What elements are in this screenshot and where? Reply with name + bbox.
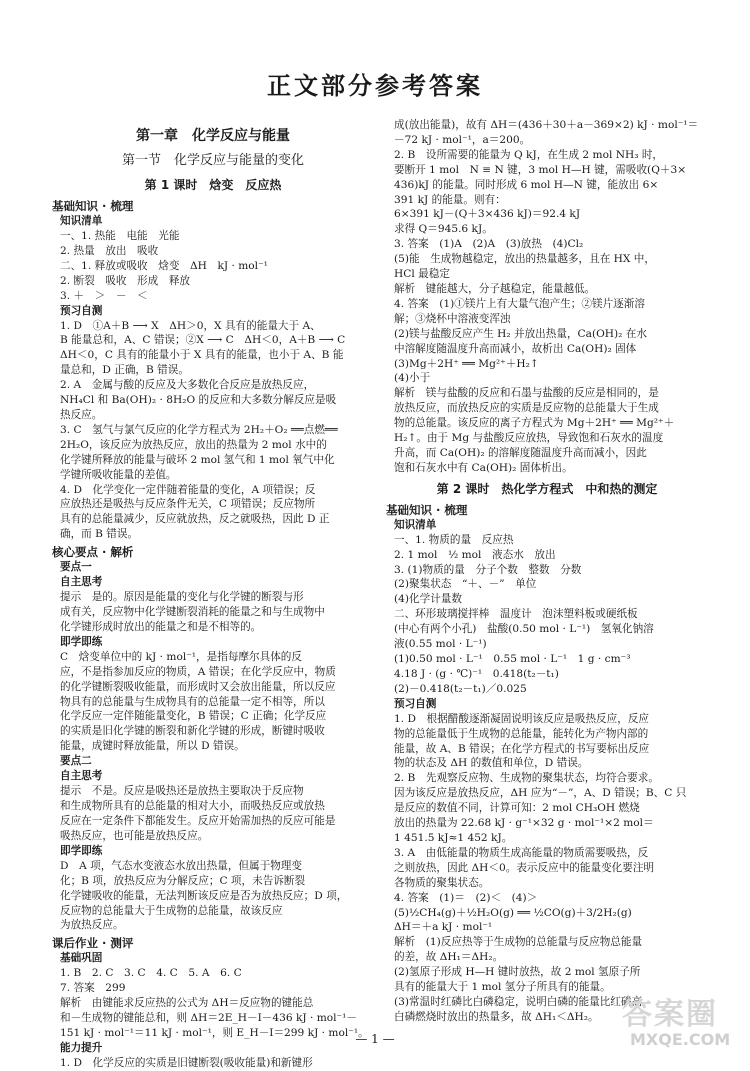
sub-heading: 知识清单 (60, 215, 103, 227)
text-line: 3. ＋ ＞ － ＜ (60, 289, 148, 302)
text-line: 391 kJ 的能量。则有： (394, 193, 506, 206)
text-line: 放热反应，而放热反应的实质是反应物的总能量大于生成 (394, 402, 659, 415)
text-line: 3. A 由低能量的物质生成高能量的物质需要吸热，反 (394, 846, 649, 859)
text-line: 各物质的聚集状态。 (394, 876, 490, 889)
left-column (52, 118, 374, 1071)
text-line: 1 451.5 kJ≈1 452 kJ。 (394, 831, 513, 844)
part-heading: 课后作业 · 测评 (52, 936, 134, 951)
text-line: 6×391 kJ－(Q＋3×436 kJ)＝92.4 kJ (394, 208, 581, 221)
section-heading: 第一节 化学反应与能量的变化 (121, 153, 304, 168)
text-line: 应放热还是吸热与反应条件无关，C 项错误；反应物所 (60, 498, 316, 511)
chapter-heading: 第一章 化学反应与能量 (136, 128, 290, 144)
part-heading: 核心要点 · 解析 (52, 545, 134, 560)
sub-heading: 要点一 (60, 561, 92, 574)
text-line: 436)kJ 的能量。同时形成 6 mol H—N 键，能放出 6× (394, 178, 659, 191)
text-line: 液(0.55 mol · L⁻¹) (394, 638, 487, 651)
text-line: 的化学键断裂吸收能量，而形成时又会放出能量，所以反应 (60, 680, 336, 693)
sub-heading: 即学即练 (60, 844, 103, 857)
text-line: 升高，而 Ca(OH)₂ 的溶解度随温度升高而减小，因此 (394, 446, 647, 459)
text-line: 量总和，D 正确，B 错误。 (60, 364, 189, 377)
text-line: 和－生成物的键能总和，则 ΔH＝2E_H－I－436 kJ · mol⁻¹－ (60, 1012, 357, 1025)
text-line: (2)－0.418(t₂－t₁)／0.025 (394, 682, 527, 695)
text-line: 热反应。 (60, 408, 103, 421)
watermark-logo (622, 999, 742, 1053)
text-line: (1)0.50 mol · L⁻¹ 0.55 mol · L⁻¹ 1 g · cm⁻³ (394, 653, 631, 665)
part-heading: 基础知识 · 梳理 (52, 199, 134, 213)
text-line: 应，不是指参加反应的物质，A 错误；在化学反应中，物质 (60, 665, 336, 678)
text-line: ΔH＝＋a kJ · mol⁻¹ (394, 921, 493, 934)
text-line: 和生成物所具有的总能量的相对大小，而吸热反应或放热 (60, 800, 325, 813)
watermark-text: 答案圈 (622, 997, 718, 1032)
text-line: (4)化学计量数 (394, 593, 462, 606)
text-line: 解析 由键能求反应热的公式为 ΔH＝反应物的键能总 (60, 997, 314, 1010)
text-line: 求得 Q＝945.6 kJ。 (394, 223, 493, 236)
text-line: 7. 答案 299 (60, 982, 126, 995)
text-line: 解析 (1)反应热等于生成物的总能量与反应物总能量 (394, 936, 643, 949)
text-line: 提示 不是。反应是吸热还是放热主要取决于反应物 (60, 785, 304, 798)
text-line: B 能量总和，A、C 错误；②X ⟶ C ΔH＜0，A＋B ⟶ C (60, 334, 346, 347)
text-line: 4.18 J · (g · ℃)⁻¹ 0.418(t₂－t₁) (394, 667, 559, 680)
text-line: (中心有两个小孔) 盐酸(0.50 mol · L⁻¹) 氢氧化钠溶 (394, 623, 654, 636)
text-line: 二、1. 释放或吸收 焓变 ΔH kJ · mol⁻¹ (60, 259, 268, 272)
text-line: 解；③烧杯中溶液变浑浊 (394, 312, 511, 325)
text-line: 的差，故 ΔH₁＝ΔH₂。 (394, 951, 504, 964)
text-line: 反应物的总能量大于生成物的总能量，故该反应 (60, 904, 283, 917)
sub-heading: 自主思考 (60, 576, 103, 589)
text-line: 能量，成键时释放能量，所以 D 错误。 (60, 740, 245, 753)
text-line: 2. A 金属与酸的反应及大多数化合反应是放热反应， (60, 379, 315, 392)
text-line: 提示 是的。原因是能量的变化与化学键的断裂与形 (60, 591, 304, 604)
text-line: 一、1. 热能 电能 光能 (60, 230, 180, 242)
text-line: 4. D 化学变化一定伴随着能量的变化，A 项错误；反 (60, 483, 316, 496)
text-line: 的实质是旧化学键的断裂和新化学键的形成，断键时吸收 (60, 725, 325, 738)
text-line: 二、环形玻璃搅拌棒 温度计 泡沫塑料板或硬纸板 (394, 608, 638, 621)
text-line: 为放热反应。 (60, 919, 124, 932)
text-line: ΔH＜0，C 具有的能量小于 X 具有的能量，也小于 A、B 能 (60, 349, 344, 362)
page-title: 正文部分参考答案 (267, 72, 483, 100)
text-line: (2)镁与盐酸反应产生 H₂ 并放出热量，Ca(OH)₂ 在水 (394, 327, 647, 340)
text-line: 化学反应一定伴随能量变化，B 错误；C 正确；化学反应 (60, 710, 327, 723)
text-line: 1. D 根据醋酸逐渐凝固说明该反应是吸热反应，反应 (394, 712, 650, 725)
sub-heading: 自主思考 (60, 770, 103, 783)
text-line: 4. 答案 (1)＝ (2)＜ (4)＞ (394, 891, 538, 904)
text-line: 确，而 B 错误。 (60, 528, 139, 541)
text-line: 3. (1)物质的量 分子个数 整数 分数 (394, 563, 582, 576)
text-line: 3. C 氢气与氯气反应的化学方程式为 2H₂＋O₂ ══点燃══ (60, 423, 338, 436)
sub-heading: 要点二 (60, 755, 92, 768)
text-line: 1. D 化学反应的实质是旧键断裂(吸收能量)和新键形 (60, 1056, 313, 1069)
text-line: (5)能 生成物越稳定，放出的热量越多，且在 HX 中， (394, 253, 655, 266)
text-line: 化学键形成时放出的能量之和是不相等的。 (60, 620, 262, 633)
text-line: NH₄Cl 和 Ba(OH)₂ · 8H₂O 的反应和大多数分解反应是吸 (60, 394, 337, 407)
text-line: 2. 1 mol ½ mol 液态水 放出 (394, 548, 556, 561)
text-line: 1. B 2. C 3. C 4. C 5. A 6. C (60, 967, 242, 980)
text-line: 1. D ①A＋B ⟶ X ΔH＞0，X 具有的能量大于 A、 (60, 319, 321, 332)
text-line: 具有的能量大于 1 mol 氢分子所具有的能量。 (394, 981, 611, 994)
text-line: 具有的总能量减少，反应就放热，反之就吸热，因此 D 正 (60, 513, 330, 526)
text-line: (3)常温时红磷比白磷稳定，说明白磷的能量比红磷高， (394, 995, 653, 1008)
text-line: (3)Mg＋2H⁺ ══ Mg²⁺＋H₂↑ (394, 357, 539, 370)
part-heading: 基础知识 · 梳理 (386, 502, 468, 517)
text-line: 4. 答案 (1)①镁片上有大量气泡产生；②镁片逐渐溶 (394, 297, 645, 310)
text-line: 反应在一定条件下都能发生。反应开始需加热的反应可能是 (60, 815, 336, 827)
sub-heading: 即学即练 (60, 635, 103, 648)
text-line: 解析 镁与盐酸的反应和石墨与盐酸的反应是相同的，是 (394, 387, 659, 400)
lesson-heading: 第 2 课时 热化学方程式 中和热的测定 (436, 481, 658, 496)
text-line: 吸热反应，也可能是放热反应。 (60, 829, 209, 842)
text-line: 解析 键能越大，分子越稳定，能量越低。 (394, 282, 596, 295)
watermark-domain: MXQE.COM (630, 1030, 731, 1049)
text-line: 化学键所释放的能量与破坏 2 mol 氢气和 1 mol 氧气中化 (60, 453, 335, 466)
text-line: 成(放出能量)，故有 ΔH＝(436＋30＋a－369×2) kJ · mol⁻¹＝ (394, 119, 699, 131)
text-line: 化；B 项，放热反应为分解反应；C 项，未告诉断裂 (60, 874, 306, 887)
text-line: H₂↑。由于 Mg 与盐酸反应放热，导致饱和石灰水的温度 (394, 432, 664, 445)
sub-heading: 基础巩固 (60, 952, 103, 965)
text-line: 成有关，反应物中化学键断裂消耗的能量之和与生成物中 (60, 606, 325, 619)
text-line: (5)½CH₄(g)＋½H₂O(g) ══ ½CO(g)＋3/2H₂(g) (394, 906, 632, 919)
text-line: 因为该反应是放热反应，ΔH 应为“－”，A、D 错误；B、C 只 (394, 787, 687, 800)
text-line: 2. 断裂 吸收 形成 释放 (60, 274, 191, 287)
text-line: 2H₂O，该反应为放热反应，放出的热量为 2 mol 水中的 (60, 438, 327, 451)
text-line: (4)小于 (394, 372, 431, 385)
text-line: 中溶解度随温度升高而减小，故析出 Ca(OH)₂ 固体 (394, 342, 637, 355)
text-line: 2. B 先观察反应物、生成物的聚集状态，均符合要求。 (394, 772, 659, 785)
text-line: －72 kJ · mol⁻¹，a＝200。 (394, 133, 531, 146)
text-line: 之则放热，因此 ΔH＜0。表示反应中的能量变化要注明 (394, 861, 655, 874)
text-line: 饱和石灰水中有 Ca(OH)₂ 固体析出。 (394, 461, 573, 474)
text-line: 151 kJ · mol⁻¹＝11 kJ · mol⁻¹，则 E_H－I＝299 kJ · mol⁻¹。 (60, 1026, 369, 1039)
page-number: — 1 — (355, 1032, 395, 1046)
right-column (386, 118, 708, 1025)
text-line: HCl 最稳定 (394, 268, 450, 281)
sub-heading: 预习自测 (60, 304, 103, 317)
sub-heading: 知识清单 (394, 518, 437, 531)
text-line: C 焓变单位中的 kJ · mol⁻¹，是指每摩尔具体的反 (60, 650, 302, 663)
text-line: (2)聚集状态 “＋、－” 单位 (394, 578, 537, 591)
sub-heading: 预习自测 (394, 697, 437, 710)
text-line: 3. 答案 (1)A (2)A (3)放热 (4)Cl₂ (394, 238, 584, 251)
text-line: 物的总能量。该反应的离子方程式为 Mg＋2H⁺ ══ Mg²⁺＋ (394, 417, 675, 430)
text-line: 2. B 设所需要的能量为 Q kJ，在生成 2 mol NH₃ 时， (394, 148, 664, 161)
lesson-heading: 第 1 课时 焓变 反应热 (144, 178, 282, 192)
text-line: 物具有的总能量与生成物具有的总能量一定不相等，所以 (60, 695, 325, 708)
text-line: 要断开 1 mol N ≡ N 键，3 mol H—H 键，需吸收(Q＋3× (394, 163, 687, 176)
text-line: (2)氢原子形成 H—H 键时放热，故 2 mol 氢原子所 (394, 966, 641, 979)
text-line: 是反应的数值不同，计算可知：2 mol CH₃OH 燃烧 (394, 802, 640, 815)
text-line: 白磷燃烧时放出的热量多，故 ΔH₁＜ΔH₂。 (394, 1010, 599, 1023)
text-line: 物的状态及 ΔH 的数值和单位，D 错误。 (394, 757, 589, 770)
text-line: D A 项，气态水变液态水放出热量，但属于物理变 (60, 859, 302, 872)
text-line: 物的总能量低于生成物的总能量，能转化为产物内部的 (394, 727, 649, 740)
text-line: 化学键吸收的能量，无法判断该反应是否为放热反应；D 项， (60, 889, 348, 902)
text-line: 放出的热量为 22.68 kJ · g⁻¹×32 g · mol⁻¹×2 mol＝ (394, 817, 654, 830)
text-line: 一、1. 物质的量 反应热 (394, 533, 514, 546)
text-line: 学键所吸收能量的差值。 (60, 468, 177, 481)
text-line: 能量，故 A、B 错误；在化学方程式的书写要标出反应 (394, 742, 650, 755)
sub-heading: 能力提升 (60, 1041, 103, 1054)
text-line: 2. 热量 放出 吸收 (60, 244, 159, 257)
